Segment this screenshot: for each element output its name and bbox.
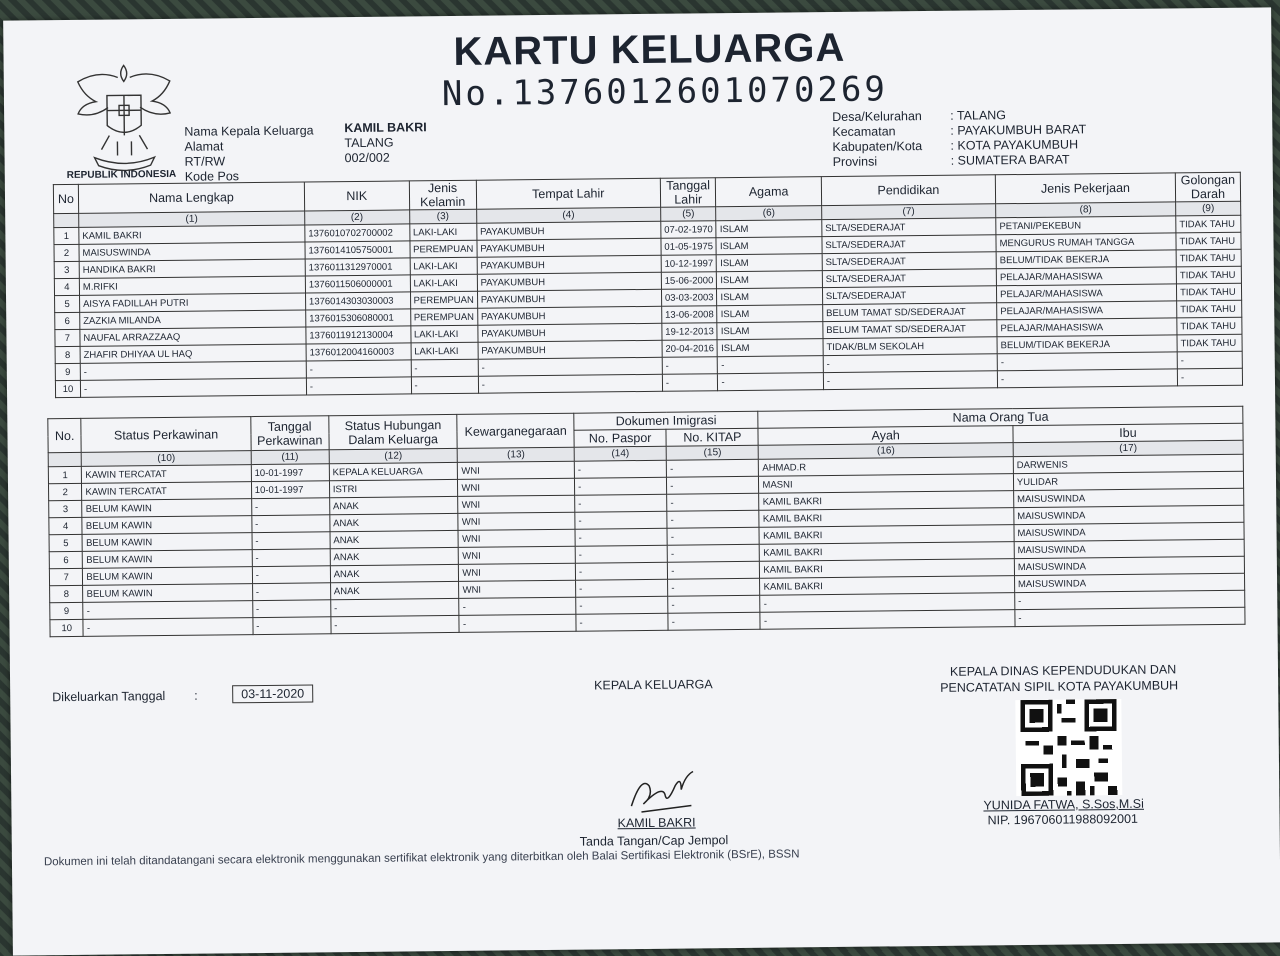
status-cell: KAMIL BAKRI [760, 542, 1015, 562]
member-cell: TIDAK TAHU [1176, 232, 1241, 250]
status-cell: - [575, 528, 667, 546]
member-cell: ISLAM [717, 339, 823, 357]
col-parents-header: Nama Orang Tua [758, 406, 1243, 428]
member-cell: LAKI-LAKI [410, 325, 477, 343]
member-cell: TIDAK TAHU [1177, 317, 1242, 335]
member-cell: ISLAM [717, 322, 823, 340]
status-cell: - [83, 601, 252, 620]
member-cell: PAYAKUMBUH [478, 323, 662, 342]
head-name-label: Nama Kepala Keluarga [184, 123, 314, 139]
member-cell: 8 [55, 346, 80, 363]
status-cell: - [252, 515, 330, 533]
status-cell: 6 [49, 551, 83, 568]
province-label: Provinsi [832, 154, 878, 169]
colnum-cell: (16) [759, 443, 1014, 460]
status-cell: - [668, 612, 760, 630]
status-cell: 8 [50, 585, 84, 602]
member-cell: PAYAKUMBUH [478, 340, 662, 359]
member-cell: - [997, 352, 1177, 371]
status-cell: KAMIL BAKRI [760, 576, 1015, 596]
status-cell: BELUM KAWIN [82, 516, 251, 535]
colnum-cell: (7) [821, 204, 995, 220]
member-cell: BELUM/TIDAK BEKERJA [996, 250, 1176, 269]
colnum-cell: (1) [79, 211, 305, 227]
rtrw-label: RT/RW [184, 154, 226, 169]
member-cell: PAYAKUMBUH [477, 272, 661, 291]
family-card-number: No.1376012601070269 [441, 69, 889, 115]
member-cell: 1376011312970001 [305, 258, 410, 276]
status-cell: ANAK [330, 530, 459, 548]
address-label: Alamat [184, 139, 224, 154]
col-birthplace-header: Tempat Lahir [476, 178, 660, 209]
member-cell: - [80, 361, 306, 380]
member-cell: 15-06-2000 [661, 272, 717, 290]
village-label: Desa/Kelurahan [832, 109, 922, 124]
colnum-cell [48, 452, 82, 466]
col-no-header: No [53, 184, 78, 213]
member-cell: PELAJAR/MAHASISWA [997, 284, 1177, 303]
member-cell: 20-04-2016 [662, 340, 718, 358]
signature-icon [621, 761, 712, 822]
member-cell: - [662, 374, 718, 392]
status-cell: WNI [458, 478, 575, 496]
member-cell: - [306, 377, 411, 395]
col-occupation-header: Jenis Pekerjaan [995, 173, 1175, 204]
family-head-name: KAMIL BAKRI [617, 815, 696, 831]
member-cell: TIDAK/BLM SEKOLAH [823, 337, 997, 356]
colnum-cell: (3) [409, 209, 476, 224]
member-cell: AISYA FADILLAH PUTRI [79, 293, 305, 312]
status-cell: WNI [458, 461, 575, 479]
status-cell: - [252, 583, 330, 601]
col-citizenship-header: Kewarganegaraan [457, 413, 574, 448]
family-head-label: KEPALA KELUARGA [594, 677, 713, 693]
member-cell: PAYAKUMBUH [477, 221, 661, 240]
colnum-cell: (11) [251, 450, 329, 465]
status-cell: WNI [458, 529, 575, 547]
member-cell: TIDAK TAHU [1176, 283, 1241, 301]
status-table [47, 406, 1245, 638]
status-cell: ANAK [330, 581, 459, 599]
colnum-cell: (15) [666, 445, 758, 460]
status-cell: WNI [458, 512, 575, 530]
status-cell: ANAK [330, 547, 459, 565]
status-cell: - [667, 544, 759, 562]
status-cell: KEPALA KELUARGA [329, 462, 458, 480]
status-cell: - [575, 545, 667, 563]
member-cell: - [997, 369, 1177, 388]
status-cell: BELUM KAWIN [83, 567, 252, 586]
member-cell: 10-12-1997 [661, 255, 717, 273]
status-cell: - [667, 510, 759, 528]
family-card-document [3, 7, 1280, 955]
col-gender-header: Jenis Kelamin [409, 180, 476, 210]
status-cell: - [1015, 590, 1245, 609]
member-cell: - [662, 357, 718, 375]
member-cell: 1376010702700002 [305, 224, 410, 242]
status-cell: MAISUSWINDA [1013, 488, 1243, 507]
electronic-signature-disclaimer: Dokumen ini telah ditandatangani secara elektronik menggunakan sertifikat elektronik yang diterbitkan oleh Balai Sertifikasi Elektronik (BSrE), BSSN [43, 848, 800, 869]
col-religion-header: Agama [716, 177, 822, 207]
member-cell: 7 [55, 329, 80, 346]
status-cell: MAISUSWINDA [1014, 573, 1244, 592]
regency-value: : KOTA PAYAKUMBUH [950, 137, 1079, 153]
colnum-cell: (4) [476, 207, 660, 223]
member-cell: ISLAM [716, 220, 822, 238]
col-name-header: Nama Lengkap [78, 182, 304, 213]
colnum-cell: (8) [996, 202, 1176, 218]
member-cell: - [718, 373, 824, 391]
col-immigration-header: Dokumen Imigrasi [574, 411, 759, 430]
colnum-cell [54, 213, 79, 227]
status-cell: - [330, 598, 459, 616]
member-cell: ISLAM [717, 254, 823, 272]
status-cell: MAISUSWINDA [1014, 539, 1244, 558]
village-value: : TALANG [950, 108, 1007, 123]
status-cell: - [668, 561, 760, 579]
status-cell: WNI [459, 546, 576, 564]
status-cell: - [668, 578, 760, 596]
member-cell: - [718, 356, 824, 374]
member-cell: LAKI-LAKI [409, 223, 476, 241]
member-cell: 03-03-2003 [661, 289, 717, 307]
colnum-cell: (12) [329, 448, 458, 463]
province-value: : SUMATERA BARAT [950, 152, 1070, 168]
header-right-labels [832, 109, 922, 170]
member-cell: 07-02-1970 [661, 221, 717, 239]
header-right-values [950, 107, 1087, 168]
status-table-body [48, 454, 1245, 637]
members-table-body [54, 215, 1243, 397]
member-cell: - [823, 371, 997, 390]
status-cell: WNI [458, 495, 575, 513]
rtrw-value: 002/002 [344, 150, 390, 166]
member-cell: 1376011912130004 [306, 326, 411, 344]
status-cell: - [576, 579, 668, 597]
status-cell: 4 [49, 517, 83, 534]
member-cell: PEREMPUAN [410, 308, 477, 326]
office-line-1: KEPALA DINAS KEPENDUDUKAN DAN [949, 662, 1177, 679]
status-cell: - [252, 532, 330, 550]
member-cell: - [1177, 368, 1242, 386]
status-cell: - [574, 460, 666, 478]
status-cell: ANAK [330, 513, 459, 531]
member-cell: SLTA/SEDERAJAT [822, 252, 996, 271]
signature-label: Tanda Tangan/Cap Jempol [579, 833, 729, 849]
member-cell: ISLAM [717, 271, 823, 289]
member-cell: PELAJAR/MAHASISWA [997, 318, 1177, 337]
member-cell: ZAZKIA MILANDA [80, 310, 306, 329]
member-cell: PEREMPUAN [410, 240, 477, 258]
member-cell: 1376014105750001 [305, 241, 410, 259]
status-cell: BELUM KAWIN [82, 533, 251, 552]
status-cell: - [760, 610, 1015, 630]
status-cell: MAISUSWINDA [1014, 505, 1244, 524]
status-cell: WNI [459, 580, 576, 598]
member-cell: TIDAK TAHU [1176, 266, 1241, 284]
status-cell: KAWIN TERCATAT [82, 465, 251, 484]
col-education-header: Pendidikan [821, 175, 996, 206]
status-cell: - [459, 597, 576, 615]
member-cell: 4 [54, 278, 79, 295]
postcode-label: Kode Pos [184, 169, 240, 184]
member-cell: - [411, 376, 478, 394]
status-cell: - [576, 613, 668, 631]
member-cell: LAKI-LAKI [410, 274, 477, 292]
col-kitap-header: No. KITAP [666, 428, 758, 446]
status-cell: - [668, 595, 760, 613]
colnum-cell: (13) [458, 447, 575, 462]
status-cell: - [760, 593, 1015, 613]
status-cell: YULIDAR [1013, 471, 1243, 490]
col-birthdate-header: Tanggal Lahir [660, 178, 716, 208]
member-cell: PELAJAR/MAHASISWA [997, 301, 1177, 320]
status-cell: BELUM KAWIN [83, 550, 252, 569]
col-nik-header: NIK [304, 181, 409, 211]
status-cell: - [252, 549, 330, 567]
member-cell: 1376014303030003 [305, 292, 410, 310]
status-cell: 5 [49, 534, 83, 551]
member-cell: ISLAM [716, 237, 822, 255]
address-value: TALANG [344, 135, 394, 151]
colnum-cell: (6) [716, 206, 822, 221]
col-marital-header: Status Perkawinan [81, 417, 251, 453]
member-cell: 1376015306080001 [306, 309, 411, 327]
member-cell: M.RIFKI [79, 276, 305, 295]
member-cell: MAISUSWINDA [79, 242, 305, 261]
status-cell: MAISUSWINDA [1014, 522, 1244, 541]
head-name-value: KAMIL BAKRI [344, 120, 427, 136]
status-cell: - [251, 498, 329, 516]
status-cell: KAMIL BAKRI [759, 525, 1014, 545]
members-table [53, 172, 1243, 398]
status-cell: ISTRI [329, 479, 458, 497]
member-cell: TIDAK TAHU [1177, 300, 1242, 318]
member-cell: SLTA/SEDERAJAT [822, 235, 996, 254]
member-cell: SLTA/SEDERAJAT [822, 269, 996, 288]
colnum-cell: (5) [660, 207, 716, 222]
district-value: : PAYAKUMBUH BARAT [950, 122, 1087, 138]
status-cell: 9 [50, 602, 84, 619]
colnum-cell: (9) [1176, 201, 1241, 216]
member-cell: 1376011506000001 [305, 275, 410, 293]
regency-label: Kabupaten/Kota [832, 139, 923, 154]
member-cell: ISLAM [717, 305, 823, 323]
member-cell: PAYAKUMBUH [477, 238, 661, 257]
col-no2-header: No. [48, 418, 82, 452]
col-bloodtype-header: Golongan Darah [1175, 172, 1240, 202]
status-cell: ANAK [329, 496, 458, 514]
status-cell: - [667, 493, 759, 511]
status-cell: MAISUSWINDA [1014, 556, 1244, 575]
member-cell: BELUM TAMAT SD/SEDERAJAT [823, 320, 997, 339]
member-cell: 9 [55, 363, 80, 380]
colnum-cell: (10) [82, 451, 251, 467]
status-cell: AHMAD.R [759, 457, 1014, 477]
status-cell: - [575, 562, 667, 580]
member-cell: - [823, 354, 997, 373]
member-cell: 1376012004160003 [306, 343, 411, 361]
status-cell: WNI [459, 563, 576, 581]
status-cell: KAMIL BAKRI [759, 508, 1014, 528]
issued-date-colon: : [194, 688, 198, 703]
colnum-cell: (17) [1013, 440, 1243, 456]
member-cell: SLTA/SEDERAJAT [822, 286, 996, 305]
status-cell: - [253, 617, 331, 635]
member-cell: PAYAKUMBUH [477, 255, 661, 274]
qr-code-icon [1015, 699, 1122, 796]
header-left-values [344, 120, 427, 166]
garuda-emblem-icon [69, 55, 180, 178]
status-cell: BELUM KAWIN [82, 499, 251, 518]
status-cell: - [575, 511, 667, 529]
status-cell: 2 [48, 483, 82, 500]
member-cell: TIDAK TAHU [1176, 215, 1241, 233]
official-nip: NIP. 196706011988092001 [987, 811, 1139, 828]
member-cell: - [1177, 351, 1242, 369]
status-cell: KAWIN TERCATAT [82, 482, 251, 501]
status-cell: 3 [49, 500, 83, 517]
issued-date-value: 03-11-2020 [232, 684, 313, 703]
status-cell: - [576, 596, 668, 614]
status-cell: - [459, 614, 576, 632]
member-cell: NAUFAL ARRAZZAAQ [80, 327, 306, 346]
official-name: YUNIDA FATWA, S.Sos,M.Si [983, 796, 1144, 813]
status-cell: 7 [49, 568, 83, 585]
member-cell: 1 [54, 227, 79, 244]
member-cell: SLTA/SEDERAJAT [822, 218, 996, 237]
status-cell: - [667, 527, 759, 545]
member-cell: LAKI-LAKI [411, 342, 478, 360]
member-cell: - [478, 374, 662, 393]
member-cell: 6 [55, 312, 80, 329]
district-label: Kecamatan [832, 124, 896, 139]
member-cell: PAYAKUMBUH [477, 306, 661, 325]
member-cell: PELAJAR/MAHASISWA [996, 267, 1176, 286]
status-cell: KAMIL BAKRI [759, 491, 1014, 511]
member-cell: BELUM/TIDAK BEKERJA [997, 335, 1177, 354]
member-cell: ISLAM [717, 288, 823, 306]
status-cell: KAMIL BAKRI [760, 559, 1015, 579]
col-father-header: Ayah [758, 426, 1013, 446]
member-cell: 5 [55, 295, 80, 312]
colnum-cell: (14) [574, 446, 666, 461]
document-title: KARTU KELUARGA [453, 25, 846, 74]
status-cell: - [1015, 607, 1245, 626]
member-cell: PETANI/PEKEBUN [996, 216, 1176, 235]
col-marriage-date-header: Tanggal Perkawinan [251, 416, 329, 451]
member-cell: 2 [54, 244, 79, 261]
status-cell: - [574, 477, 666, 495]
member-cell: - [80, 378, 306, 397]
member-cell: BELUM TAMAT SD/SEDERAJAT [822, 303, 996, 322]
issued-date-label: Dikeluarkan Tanggal [52, 689, 166, 705]
status-cell: 10-01-1997 [251, 464, 329, 482]
header-left-labels [184, 123, 314, 184]
member-cell: LAKI-LAKI [410, 257, 477, 275]
member-cell: - [306, 360, 411, 378]
member-cell: TIDAK TAHU [1177, 334, 1242, 352]
member-cell: - [478, 357, 662, 376]
col-passport-header: No. Paspor [574, 429, 666, 447]
status-cell: - [575, 494, 667, 512]
col-mother-header: Ibu [1013, 423, 1243, 442]
status-cell: - [83, 618, 252, 637]
office-line-2: PENCATATAN SIPIL KOTA PAYAKUMBUH [940, 678, 1179, 695]
status-cell: - [331, 615, 460, 633]
member-cell: 3 [54, 261, 79, 278]
member-cell: ZHAFIR DHIYAA UL HAQ [80, 344, 306, 363]
status-cell: 1 [48, 466, 82, 483]
member-cell: 19-12-2013 [662, 323, 718, 341]
republik-indonesia-label: REPUBLIK INDONESIA [66, 168, 177, 182]
member-cell: KAMIL BAKRI [79, 225, 305, 244]
status-cell: 10-01-1997 [251, 481, 329, 499]
status-cell: - [667, 476, 759, 494]
member-cell: 01-05-1975 [661, 238, 717, 256]
status-cell: DARWENIS [1013, 454, 1243, 473]
colnum-cell: (2) [305, 210, 410, 225]
member-cell: PEREMPUAN [410, 291, 477, 309]
member-cell: TIDAK TAHU [1176, 249, 1241, 267]
member-cell: PAYAKUMBUH [477, 289, 661, 308]
status-cell: - [252, 566, 330, 584]
status-cell: MASNI [759, 474, 1014, 494]
member-cell: 13-06-2008 [662, 306, 718, 324]
status-cell: ANAK [330, 564, 459, 582]
status-cell: - [252, 600, 330, 618]
status-cell: 10 [50, 619, 84, 636]
status-cell: - [667, 459, 759, 477]
member-cell: HANDIKA BAKRI [79, 259, 305, 278]
member-cell: MENGURUS RUMAH TANGGA [996, 233, 1176, 252]
member-cell: - [411, 359, 478, 377]
member-cell: 10 [55, 380, 80, 397]
col-relation-header: Status Hubungan Dalam Keluarga [329, 414, 458, 449]
status-cell: BELUM KAWIN [83, 584, 252, 603]
